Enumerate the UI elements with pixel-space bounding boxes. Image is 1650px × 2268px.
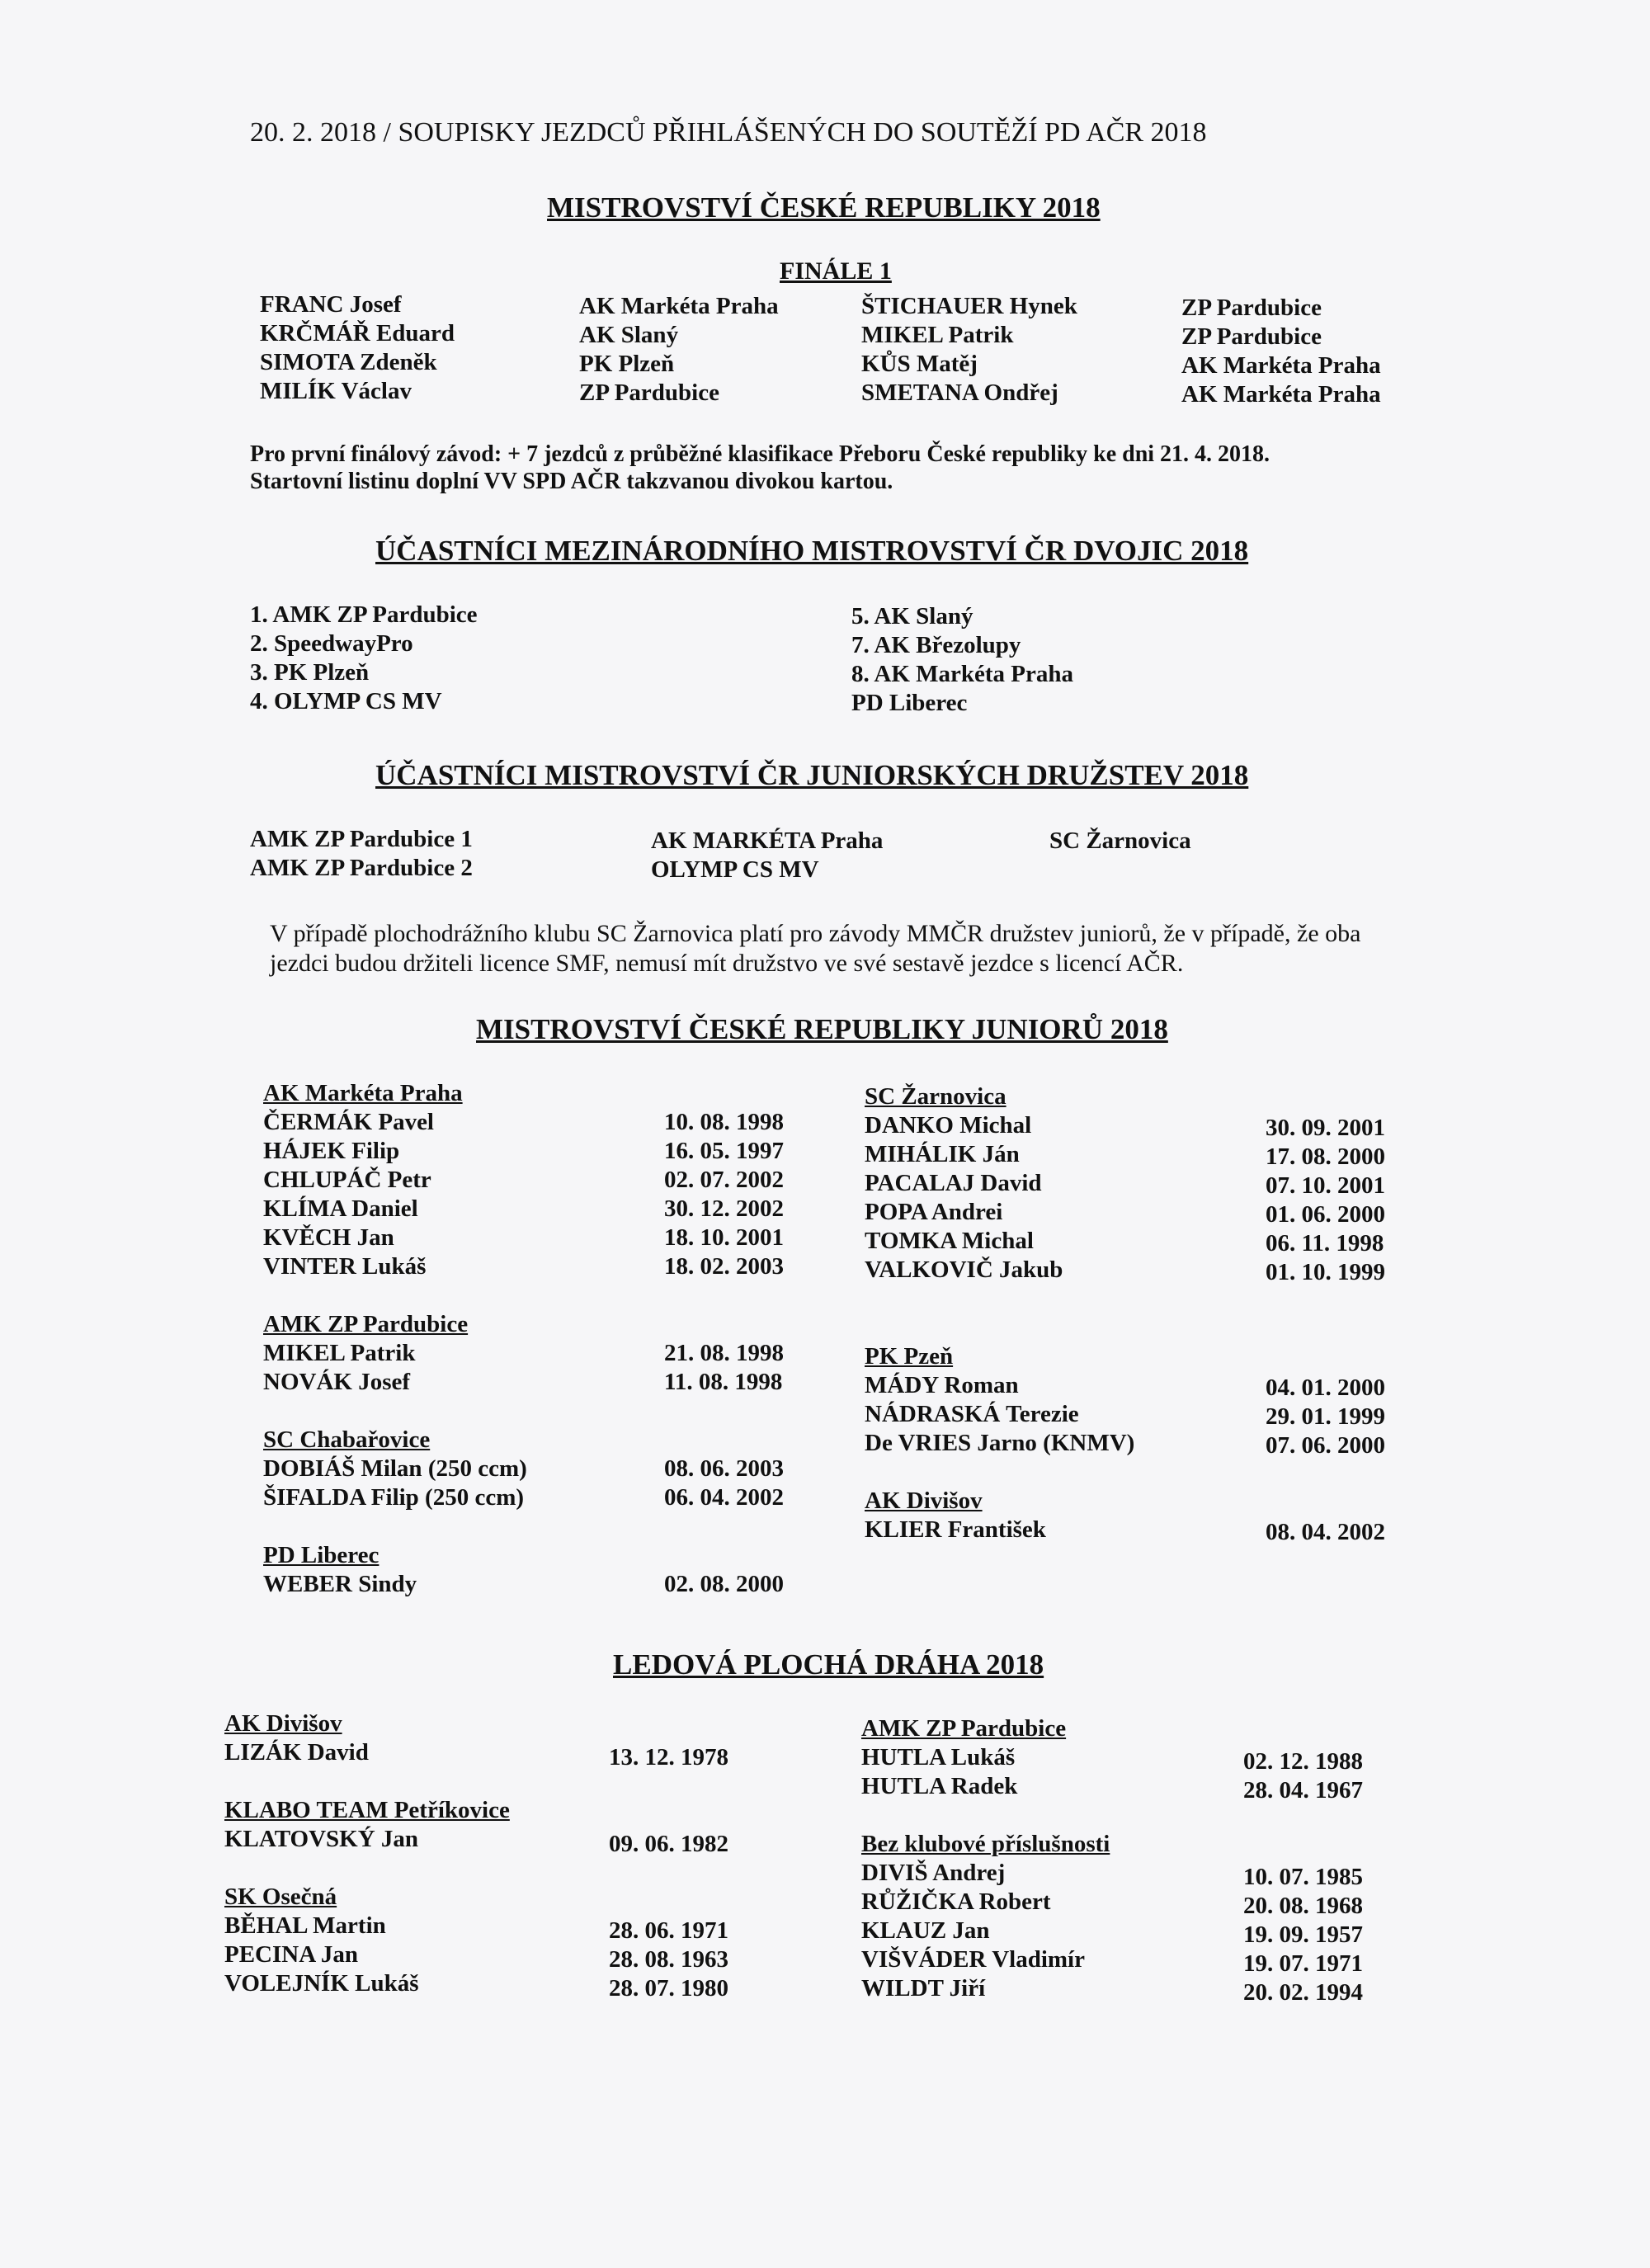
junior-teams-col3: SC Žarnovica bbox=[1049, 828, 1191, 854]
rider-date: 30. 12. 2002 bbox=[664, 1195, 784, 1222]
rider-date: 08. 06. 2003 bbox=[664, 1455, 784, 1482]
pairs-right-list: 5. AK Slaný 7. AK Březolupy 8. AK Markéta Praha PD Liberec bbox=[851, 603, 1074, 716]
rider-date: 18. 10. 2001 bbox=[664, 1224, 784, 1251]
rider-name: MIKEL Patrik bbox=[263, 1340, 416, 1366]
rider-name: KVĚCH Jan bbox=[263, 1224, 394, 1251]
juniors-right-column bbox=[865, 1082, 1134, 1544]
junior-teams-col1: AMK ZP Pardubice 1 AMK ZP Pardubice 2 bbox=[250, 826, 473, 881]
final-note-line-1: Pro první finálový závod: + 7 jezdců z průběžné klasifikace Přeboru České republiky ke dni 21. 4. 2018. bbox=[250, 441, 1270, 467]
rider-date: 18. 02. 2003 bbox=[664, 1253, 784, 1280]
rider-name: KLÍMA Daniel bbox=[263, 1195, 418, 1222]
rider-name: KLIER František bbox=[865, 1516, 1046, 1543]
rider-date: 19. 09. 1957 bbox=[1243, 1921, 1363, 1948]
club-heading: AMK ZP Pardubice bbox=[861, 1715, 1067, 1742]
rider-name: TOMKA Michal bbox=[865, 1228, 1034, 1254]
rider-date: 21. 08. 1998 bbox=[664, 1340, 784, 1366]
rider-name: VIŠVÁDER Vladimír bbox=[861, 1946, 1085, 1973]
rider-date: 09. 06. 1982 bbox=[609, 1831, 728, 1857]
rider-date: 30. 09. 2001 bbox=[1266, 1115, 1385, 1141]
rider-date: 01. 10. 1999 bbox=[1266, 1259, 1385, 1285]
rider-date: 28. 08. 1963 bbox=[609, 1946, 728, 1973]
rider-name: VALKOVIČ Jakub bbox=[865, 1257, 1063, 1283]
rider-date: 02. 07. 2002 bbox=[664, 1167, 784, 1193]
rider-date: 01. 06. 2000 bbox=[1266, 1201, 1385, 1228]
rider-date: 20. 02. 1994 bbox=[1243, 1979, 1363, 2006]
club-heading: AK Markéta Praha bbox=[263, 1080, 463, 1106]
rider-name: NOVÁK Josef bbox=[263, 1369, 411, 1395]
club-heading: PK Pzeň bbox=[865, 1343, 954, 1370]
document-header: 20. 2. 2018 / SOUPISKY JEZDCŮ PŘIHLÁŠENÝCH DO SOUTĚŽÍ PD AČR 2018 bbox=[250, 117, 1207, 148]
rider-date: 10. 07. 1985 bbox=[1243, 1864, 1363, 1890]
rider-date: 07. 06. 2000 bbox=[1266, 1432, 1385, 1459]
rider-date: 11. 08. 1998 bbox=[664, 1369, 783, 1395]
club-heading: SK Osečná bbox=[224, 1884, 337, 1910]
section-title-juniors: MISTROVSTVÍ ČESKÉ REPUBLIKY JUNIORŮ 2018 bbox=[476, 1013, 1168, 1045]
rider-name: ČERMÁK Pavel bbox=[263, 1109, 434, 1135]
rider-date: 04. 01. 2000 bbox=[1266, 1374, 1385, 1401]
section-title-junior-teams: ÚČASTNÍCI MISTROVSTVÍ ČR JUNIORSKÝCH DRUŽSTEV 2018 bbox=[375, 759, 1249, 791]
ice-left-column bbox=[224, 1709, 510, 1998]
club-heading: KLABO TEAM Petříkovice bbox=[224, 1797, 510, 1823]
rider-name: NÁDRASKÁ Terezie bbox=[865, 1401, 1079, 1427]
pairs-left-list: 1. AMK ZP Pardubice 2. SpeedwayPro 3. PK Plzeň 4. OLYMP CS MV bbox=[250, 601, 478, 714]
rider-date: 07. 10. 2001 bbox=[1266, 1172, 1385, 1199]
rider-date: 13. 12. 1978 bbox=[609, 1744, 728, 1771]
final-riders-right-clubs: ZP Pardubice ZP Pardubice AK Markéta Praha AK Markéta Praha bbox=[1181, 295, 1381, 408]
rider-name: LIZÁK David bbox=[224, 1739, 369, 1766]
rider-date: 06. 11. 1998 bbox=[1266, 1230, 1384, 1257]
club-heading: SC Žarnovica bbox=[865, 1083, 1006, 1110]
club-heading: SC Chabařovice bbox=[263, 1426, 431, 1453]
rider-name: VOLEJNÍK Lukáš bbox=[224, 1970, 419, 1997]
rider-name: POPA Andrei bbox=[865, 1199, 1003, 1225]
rider-date: 16. 05. 1997 bbox=[664, 1138, 784, 1164]
rider-name: RŮŽIČKA Robert bbox=[861, 1888, 1051, 1915]
rider-name: De VRIES Jarno (KNMV) bbox=[865, 1430, 1135, 1456]
final-riders-right-names: ŠTICHAUER Hynek MIKEL Patrik KŮS Matěj SMETANA Ondřej bbox=[861, 293, 1077, 406]
rider-name: VINTER Lukáš bbox=[263, 1253, 427, 1280]
club-heading: AK Divišov bbox=[224, 1710, 342, 1737]
juniors-left-column bbox=[263, 1079, 527, 1599]
rider-name: WILDT Jiří bbox=[861, 1975, 986, 2002]
rider-name: WEBER Sindy bbox=[263, 1571, 417, 1597]
rider-name: KLATOVSKÝ Jan bbox=[224, 1826, 419, 1852]
rider-name: DOBIÁŠ Milan (250 ccm) bbox=[263, 1455, 527, 1482]
rider-date: 17. 08. 2000 bbox=[1266, 1143, 1385, 1170]
rider-name: BĚHAL Martin bbox=[224, 1912, 386, 1939]
rider-name: ŠIFALDA Filip (250 ccm) bbox=[263, 1484, 525, 1511]
rider-date: 02. 08. 2000 bbox=[664, 1571, 784, 1597]
rider-name: PECINA Jan bbox=[224, 1941, 358, 1968]
rider-name: PACALAJ David bbox=[865, 1170, 1042, 1196]
rider-name: CHLUPÁČ Petr bbox=[263, 1167, 431, 1193]
ice-right-column bbox=[861, 1714, 1110, 2003]
rider-name: MÁDY Roman bbox=[865, 1372, 1019, 1398]
rider-name: HÁJEK Filip bbox=[263, 1138, 400, 1164]
rider-date: 28. 07. 1980 bbox=[609, 1975, 728, 2002]
rider-date: 29. 01. 1999 bbox=[1266, 1403, 1385, 1430]
rider-date: 02. 12. 1988 bbox=[1243, 1748, 1363, 1775]
rider-date: 28. 06. 1971 bbox=[609, 1917, 728, 1944]
junior-teams-note: V případě plochodrážního klubu SC Žarnovica platí pro závody MMČR družstev juniorů, že v případě, že oba jezdci budou držiteli licence SMF, nemusí mít družstvo ve své sestavě jezdce s licencí AČR. bbox=[270, 920, 1361, 977]
ice-right-dates bbox=[1243, 1747, 1363, 2007]
final-note-line-2: Startovní listinu doplní VV SPD AČR takzvanou divokou kartou. bbox=[250, 469, 893, 494]
juniors-left-dates bbox=[664, 1108, 784, 1599]
rider-date: 10. 08. 1998 bbox=[664, 1109, 784, 1135]
section-title-mcr: MISTROVSTVÍ ČESKÉ REPUBLIKY 2018 bbox=[547, 191, 1101, 224]
rider-name: HUTLA Lukáš bbox=[861, 1744, 1016, 1771]
rider-name: DIVIŠ Andrej bbox=[861, 1860, 1006, 1886]
rider-date: 08. 04. 2002 bbox=[1266, 1519, 1385, 1545]
rider-name: KLAUZ Jan bbox=[861, 1917, 990, 1944]
club-heading: AK Divišov bbox=[865, 1488, 983, 1514]
club-heading: PD Liberec bbox=[263, 1542, 380, 1568]
junior-teams-col2: AK MARKÉTA Praha OLYMP CS MV bbox=[651, 828, 884, 883]
ice-left-dates bbox=[609, 1743, 728, 2003]
rider-name: DANKO Michal bbox=[865, 1112, 1032, 1139]
rider-date: 20. 08. 1968 bbox=[1243, 1893, 1363, 1919]
juniors-right-dates bbox=[1266, 1114, 1385, 1547]
club-heading: AMK ZP Pardubice bbox=[263, 1311, 469, 1337]
section-title-pairs: ÚČASTNÍCI MEZINÁRODNÍHO MISTROVSTVÍ ČR DVOJIC 2018 bbox=[375, 535, 1249, 567]
section-title-ice: LEDOVÁ PLOCHÁ DRÁHA 2018 bbox=[613, 1648, 1044, 1681]
final-riders-left-clubs: AK Markéta Praha AK Slaný PK Plzeň ZP Pardubice bbox=[579, 293, 779, 406]
final-riders-left-names: FRANC Josef KRČMÁŘ Eduard SIMOTA Zdeněk MILÍK Václav bbox=[260, 291, 455, 404]
rider-name: HUTLA Radek bbox=[861, 1773, 1018, 1799]
rider-name: MIHÁLIK Ján bbox=[865, 1141, 1020, 1167]
rider-date: 19. 07. 1971 bbox=[1243, 1950, 1363, 1977]
rider-date: 28. 04. 1967 bbox=[1243, 1777, 1363, 1804]
rider-date: 06. 04. 2002 bbox=[664, 1484, 784, 1511]
club-heading: Bez klubové příslušnosti bbox=[861, 1831, 1110, 1857]
final-label: FINÁLE 1 bbox=[780, 257, 892, 285]
